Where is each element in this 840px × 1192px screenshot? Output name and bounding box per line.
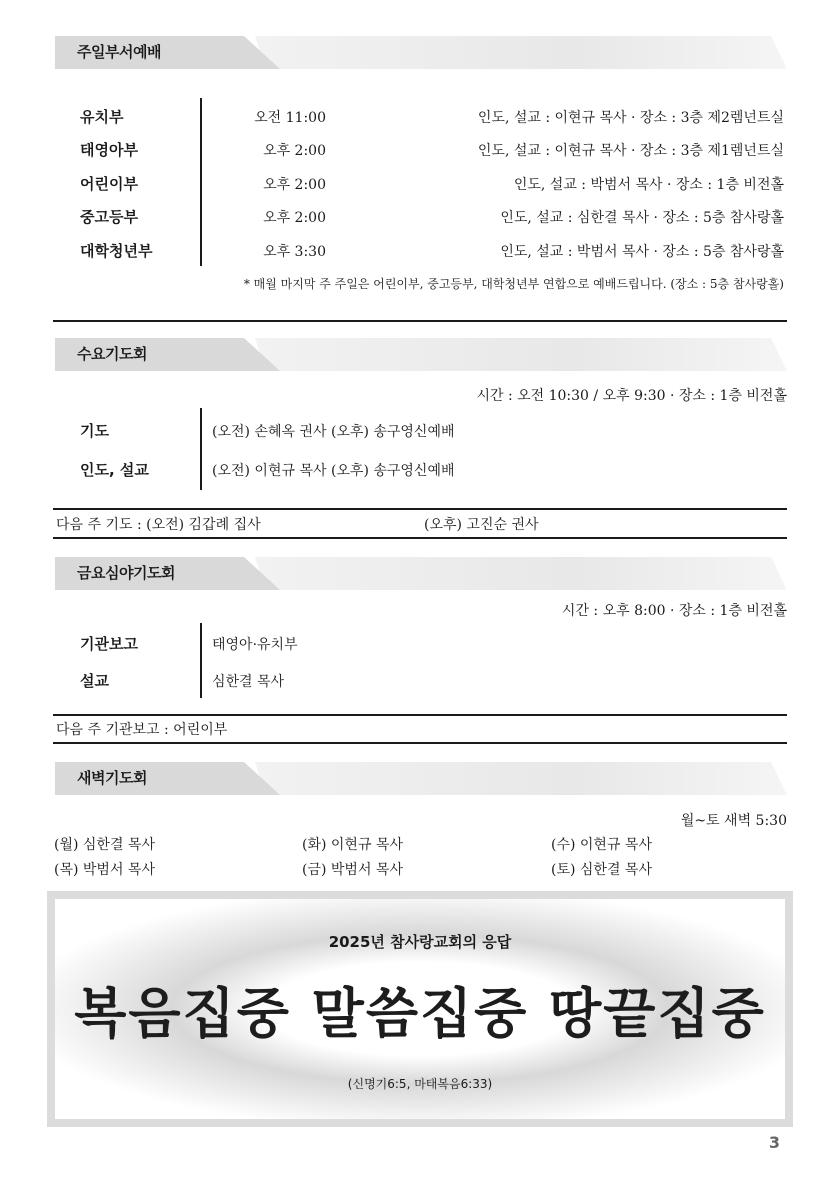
dept-label: 유치부 — [80, 108, 124, 126]
service-time: 오후 2:00 — [263, 210, 326, 226]
section-title: 주일부서예배 — [77, 43, 161, 61]
row-value: (오전) 손혜옥 권사 (오후) 송구영신예배 — [212, 424, 455, 440]
section-header-sunday — [55, 36, 787, 69]
service-time: 오후 3:30 — [263, 244, 326, 260]
next-week-prayer-pm: (오후) 고진순 권사 — [424, 517, 539, 533]
section-header-dawn — [55, 762, 787, 795]
dept-label: 대학청년부 — [80, 242, 153, 260]
dawn-leader: (수) 이현규 목사 — [551, 837, 652, 853]
dawn-leader: (목) 박범서 목사 — [54, 862, 155, 878]
row-label: 인도, 설교 — [80, 461, 149, 479]
banner-verse: (신명기6:5, 마태복음6:33) — [347, 1077, 493, 1091]
service-time: 오후 2:00 — [263, 177, 326, 193]
service-time: 오전 11:00 — [254, 110, 326, 126]
header-tail-bar — [255, 557, 787, 590]
service-detail: 인도, 설교 : 심한결 목사 · 장소 : 5층 참사랑홀 — [500, 210, 784, 226]
divider-bar — [200, 98, 202, 266]
header-tail-bar — [255, 762, 787, 795]
header-tail-bar — [255, 36, 787, 69]
service-detail: 인도, 설교 : 이현규 목사 · 장소 : 3층 제2렘넌트실 — [477, 110, 784, 126]
dept-label: 태영아부 — [80, 141, 138, 159]
section-title: 수요기도회 — [77, 345, 147, 363]
row-label: 기관보고 — [80, 635, 138, 653]
banner-subtitle: 2025년 참사랑교회의 응답 — [328, 933, 512, 951]
next-week-prayer: 다음 주 기도 : (오전) 김갑례 집사 — [56, 517, 261, 533]
dawn-leader: (화) 이현규 목사 — [302, 837, 403, 853]
divider-bar — [200, 623, 202, 698]
banner-headline: 복음집중 말씀집중 땅끝집중 — [74, 982, 766, 1045]
banner-burst-background — [55, 899, 785, 1119]
dept-label: 중고등부 — [80, 208, 138, 226]
section-divider — [53, 714, 787, 716]
dawn-leader: (토) 심한결 목사 — [551, 862, 652, 878]
service-detail: 인도, 설교 : 박범서 목사 · 장소 : 5층 참사랑홀 — [500, 244, 784, 260]
time-place: 시간 : 오후 8:00 · 장소 : 1층 비전홀 — [561, 603, 787, 619]
dawn-time: 월~토 새벽 5:30 — [680, 813, 787, 829]
row-label: 기도 — [80, 422, 109, 440]
page-number: 3 — [768, 1133, 780, 1152]
motto-banner — [47, 891, 793, 1127]
dept-label: 어린이부 — [80, 175, 138, 193]
section-header-wednesday — [55, 338, 787, 371]
section-divider — [53, 508, 787, 510]
service-time: 오후 2:00 — [263, 143, 326, 159]
sunday-note: * 매월 마지막 주 주일은 어린이부, 중고등부, 대학청년부 연합으로 예배드립니다. (장소 : 5층 참사랑홀) — [243, 277, 784, 291]
section-divider — [53, 537, 787, 539]
row-value: 태영아·유치부 — [212, 637, 298, 653]
row-value: 심한결 목사 — [212, 674, 285, 690]
row-value: (오전) 이현규 목사 (오후) 송구영신예배 — [212, 463, 455, 479]
section-title: 금요심야기도회 — [77, 564, 175, 582]
dawn-leader: (금) 박범서 목사 — [302, 862, 403, 878]
header-tail-bar — [255, 338, 787, 371]
divider-bar — [200, 408, 202, 490]
service-detail: 인도, 설교 : 이현규 목사 · 장소 : 3층 제1렘넌트실 — [477, 143, 784, 159]
section-header-friday — [55, 557, 787, 590]
section-divider — [53, 742, 787, 744]
service-detail: 인도, 설교 : 박범서 목사 · 장소 : 1층 비전홀 — [513, 177, 784, 193]
next-week-report: 다음 주 기관보고 : 어린이부 — [56, 722, 228, 738]
section-divider — [53, 320, 787, 322]
dawn-leader: (월) 심한결 목사 — [54, 837, 155, 853]
row-label: 설교 — [80, 672, 109, 690]
section-title: 새벽기도회 — [77, 769, 147, 787]
time-place: 시간 : 오전 10:30 / 오후 9:30 · 장소 : 1층 비전홀 — [476, 388, 787, 404]
